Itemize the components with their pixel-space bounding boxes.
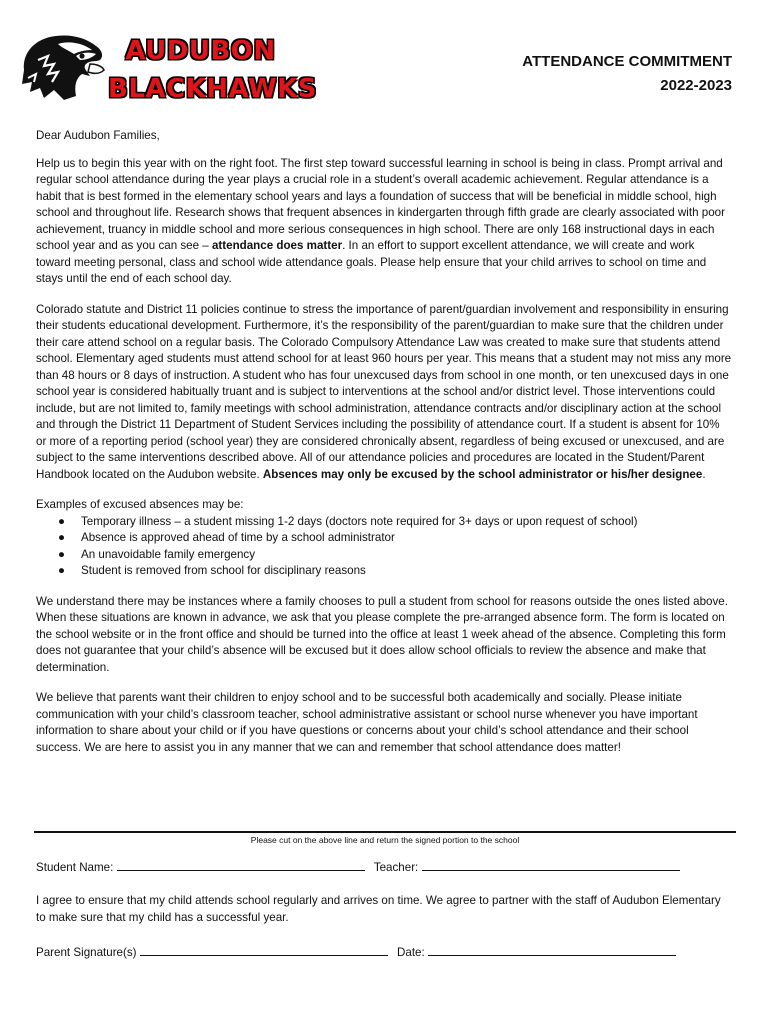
- school-name-line2: BLACKHAWKS: [108, 74, 318, 104]
- teacher-field[interactable]: [422, 858, 680, 871]
- paragraph-intro: [36, 156, 732, 288]
- bullet-icon: ●: [58, 531, 66, 544]
- bullet-icon: ●: [58, 514, 66, 528]
- list-item: [36, 530, 732, 547]
- letter-body: [36, 128, 732, 770]
- document-title: [522, 50, 732, 98]
- title-line: ATTENDANCE COMMITMENT: [522, 53, 732, 70]
- list-item: [36, 547, 732, 564]
- list-item-text: Absence is approved ahead of time by a school administrator: [81, 531, 395, 544]
- teacher-label: Teacher:: [373, 861, 419, 874]
- intro-text: Help us to begin this year with on the right foot. The first step toward successful learning in school is being in class. Prompt arrival and regular school attendance during the year plays a crucial role in a student’s overall academic achievement. Regular attendance is a habit that is best formed in the elementary school years and lays a foundation of success that will be beneficial in middle school, high school and throughout life. Research shows that frequent absences in kindergarten through fifth grade are clearly associated with poor achievement, truancy in middle school and more serious consequences in high school. There are only 168 instructional days in each school year and as you can see –: [36, 156, 725, 252]
- signature-row: [36, 943, 732, 962]
- policy-text-end: .: [702, 467, 706, 481]
- paragraph-prearranged: We understand there may be instances where a family chooses to pull a student from school for reasons outside the ones listed above. When these situations are known in advance, we ask that you please complete the pre-arranged absence form. The form is located on the school website or in the front office and should be turned into the office at least 1 week ahead of the absence. Completing this form does not guarantee that your child’s absence will be excused but it does allow school officials to review the absence and make that determination.: [36, 594, 728, 674]
- excused-absence-list: [36, 514, 732, 580]
- list-item-text: Temporary illness – a student missing 1-2 days (doctors note required for 3+ days or upon request of school): [81, 514, 638, 528]
- intro-text-end: . In an effort to support excellent attendance, we will create and work toward meeting personal, class and school wide attendance goals. Please help ensure that your child arrives to school on time and stays until the end of each school day.: [36, 239, 707, 285]
- list-item-text: An unavoidable family emergency: [81, 547, 256, 561]
- school-name-line1: AUDUBON: [125, 36, 276, 66]
- parent-signature-label: Parent Signature(s): [36, 946, 137, 959]
- student-teacher-row: [36, 858, 732, 877]
- list-item-text: Student is removed from school for disciplinary reasons: [81, 564, 366, 577]
- examples-title: Examples of excused absences may be:: [36, 498, 244, 511]
- list-item: [36, 563, 732, 580]
- bullet-icon: ●: [58, 564, 66, 577]
- intro-emphasis: attendance does matter: [211, 239, 343, 252]
- school-year: 2022-2023: [660, 77, 732, 94]
- paragraph-policy: [36, 302, 732, 484]
- greeting: Dear Audubon Families,: [36, 129, 160, 142]
- cut-line: [34, 831, 736, 833]
- agreement-text: I agree to ensure that my child attends school regularly and arrives on time. We agree to partner with the staff of Audubon Elementary to make sure that my child has a successful year.: [36, 894, 721, 924]
- policy-emphasis: Absences may only be excused by the school administrator or his/her designee: [262, 467, 703, 481]
- parent-signature-field[interactable]: [140, 943, 388, 956]
- list-item: [36, 514, 732, 531]
- policy-text: Colorado statute and District 11 policies continue to stress the importance of parent/guardian involvement and responsibility in ensuring their students educational development. Furthermore, it’s the responsibility of the parent/guardian to make sure that the children under their care attend school on a regular basis. The Colorado Compulsory Attendance Law was created to make sure that students attend school. Elementary aged students must attend school for at least 960 hours per year. This means that a student may not miss any more than 48 hours or 8 days of instruction. A student who has four unexcused days from school in one month, or ten unexcused days in one school year is considered habitually truant and is subject to interventions at the school and/or district level. Those interventions could include, but are not limited to, family meetings with school administration, attendance contracts and/or disciplinary action at the school and through the District 11 Department of Student Services including the possibility of attendance court. If a student is absent for 10% or more of a reporting period (school year) they are considered chronically absent, regardless of being excused or unexcused, and are subject to the same interventions described above. All of our attendance policies and procedures are located in the Student/Parent Handbook located on the Audubon website.: [36, 302, 732, 481]
- date-field[interactable]: [428, 943, 676, 956]
- school-brand: [108, 32, 318, 108]
- paragraph-closing: We believe that parents want their children to enjoy school and to be successful both academically and socially. Please initiate communication with your child’s classroom teacher, school administrative assistant or school nurse whenever you have important information to share about your child or if you have questions or concerns about your child’s school attendance and their school success. We are here to assist you in any manner that we can and remember that school attendance does matter!: [36, 691, 698, 754]
- date-label: Date:: [397, 946, 425, 959]
- student-name-field[interactable]: [117, 858, 365, 871]
- blackhawk-head-icon: [18, 30, 108, 102]
- bullet-icon: ●: [58, 547, 66, 561]
- student-name-label: Student Name:: [36, 861, 114, 874]
- cut-instruction: Please cut on the above line and return the signed portion to the school: [250, 835, 520, 845]
